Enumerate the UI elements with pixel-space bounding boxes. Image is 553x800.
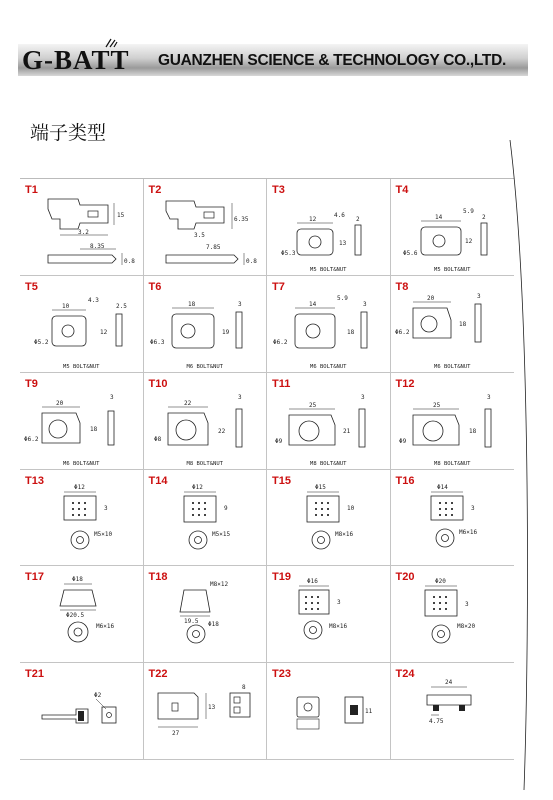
dim-text: 9	[223, 504, 228, 512]
terminal-label: T6	[148, 280, 162, 293]
terminal-label: T23	[272, 668, 291, 681]
terminal-label: T12	[395, 377, 415, 390]
dim-text: 3	[361, 393, 365, 401]
terminal-label: T5	[25, 280, 38, 293]
dim-text: 25	[432, 401, 440, 409]
dim-text: 18	[458, 320, 466, 328]
terminal-label: T3	[272, 184, 285, 196]
dim-text: 3	[464, 601, 469, 609]
dim-text: M6×16	[96, 623, 115, 631]
terminal-drawing-t10	[144, 373, 267, 470]
terminal-cell-t10	[144, 373, 268, 470]
dim-text: M5×15	[211, 530, 230, 538]
dim-text: 3	[486, 393, 491, 401]
dim-text: 5.9	[462, 208, 474, 215]
dim-text: Φ6.2	[24, 435, 39, 443]
dim-text: M6×16	[458, 528, 477, 536]
terminal-label: T21	[25, 668, 44, 681]
terminal-cell-t20	[391, 566, 515, 663]
dim-text: 12	[309, 216, 317, 223]
terminal-drawing-t1	[20, 179, 143, 276]
terminal-caption: M5 BOLT&NUT	[310, 266, 347, 273]
terminal-caption: M8 BOLT&NUT	[434, 460, 471, 467]
terminal-cell-t6	[144, 276, 268, 373]
terminal-cell-t11	[267, 373, 391, 470]
dim-text: Φ18	[72, 576, 83, 584]
terminal-cell-t2	[144, 179, 268, 276]
dim-text: 21	[343, 427, 351, 435]
terminal-cell-t19	[267, 566, 391, 663]
brand-spark-icon	[104, 38, 118, 48]
dim-text: 3	[110, 393, 114, 401]
terminal-label: T17	[25, 571, 44, 584]
dim-text: 8	[241, 684, 246, 692]
dim-text: Φ18	[207, 621, 219, 629]
terminal-drawing-t18	[144, 566, 267, 663]
terminal-cell-t22	[144, 663, 268, 760]
terminal-drawing-t4	[391, 179, 514, 276]
dim-text: 13	[207, 704, 215, 712]
terminal-drawing-t17	[20, 566, 143, 663]
dim-text: 22	[183, 399, 191, 407]
terminal-cell-t9	[20, 373, 144, 470]
dim-text: Φ12	[191, 483, 203, 491]
terminal-cell-t16	[391, 470, 515, 567]
dim-text: 15	[117, 212, 125, 219]
terminal-caption: M5 BOLT&NUT	[63, 363, 100, 370]
terminal-drawing-t19	[267, 566, 390, 663]
dim-text: 20	[56, 399, 64, 407]
terminal-label: T1	[25, 184, 38, 196]
terminal-cell-t17	[20, 566, 144, 663]
dim-text: Φ15	[315, 483, 326, 491]
terminal-label: T4	[395, 184, 409, 196]
dim-text: Φ20	[434, 578, 446, 586]
dim-text: 19.5	[183, 618, 198, 626]
dim-text: M8×12	[209, 581, 228, 589]
terminal-cell-t1	[20, 179, 144, 276]
terminal-cell-t3	[267, 179, 391, 276]
dim-text: 18	[90, 425, 98, 433]
dim-text: Φ9	[398, 437, 406, 445]
terminal-caption: M8 BOLT&NUT	[186, 460, 223, 467]
dim-text: 3.2	[78, 229, 89, 236]
dim-text: 22	[217, 427, 225, 435]
terminal-drawing-t7	[267, 276, 390, 373]
dim-text: 13	[339, 240, 347, 247]
dim-text: 25	[309, 401, 317, 409]
terminal-label: T10	[148, 377, 168, 390]
dim-text: 8.35	[90, 243, 105, 250]
dim-text: 3	[337, 599, 341, 607]
terminal-caption: M6 BOLT&NUT	[434, 363, 471, 370]
terminal-drawing-t20	[391, 566, 514, 663]
terminal-label: T16	[395, 474, 415, 487]
terminal-drawing-t3	[267, 179, 390, 276]
dim-text: M5×10	[94, 530, 113, 538]
dim-text: 12	[100, 328, 108, 336]
dim-text: Φ9	[275, 437, 283, 445]
dim-text: 6.35	[233, 216, 248, 223]
terminal-caption: M8 BOLT&NUT	[310, 460, 347, 467]
terminal-cell-t15	[267, 470, 391, 567]
terminal-caption: M6 BOLT&NUT	[186, 363, 223, 370]
dim-text: 4.6	[334, 212, 345, 219]
dim-text: Φ5.2	[34, 338, 49, 346]
dim-text: 18	[187, 300, 195, 308]
dim-text: M8×16	[335, 530, 354, 538]
dim-text: 24	[444, 679, 452, 687]
dim-text: 2	[481, 214, 486, 221]
terminal-cell-t24	[391, 663, 515, 760]
terminal-drawing-t14	[144, 470, 267, 567]
dim-text: 14	[434, 214, 442, 221]
dim-text: Φ2	[94, 692, 102, 700]
dim-text: 3	[237, 300, 242, 308]
dim-text: 10	[347, 504, 355, 512]
dim-text: 2.5	[116, 302, 127, 310]
terminal-caption: M6 BOLT&NUT	[63, 460, 100, 467]
dim-text: 10	[62, 302, 70, 310]
dim-text: Φ8	[153, 435, 161, 443]
terminal-drawing-t16	[391, 470, 514, 567]
terminal-label: T14	[148, 474, 168, 487]
dim-text: M8×20	[456, 623, 475, 631]
terminal-drawing-t21	[20, 663, 143, 760]
dim-text: 3	[363, 300, 367, 308]
dim-text: 3	[237, 393, 242, 401]
terminal-caption: M6 BOLT&NUT	[310, 363, 347, 370]
terminal-label: T11	[272, 377, 291, 390]
dim-text: 0.8	[124, 258, 135, 265]
terminal-label: T7	[272, 280, 285, 293]
dim-text: 14	[309, 300, 317, 308]
dim-text: Φ6.2	[394, 328, 409, 336]
dim-text: Φ16	[307, 578, 318, 586]
terminal-grid	[20, 178, 514, 760]
terminal-cell-t13	[20, 470, 144, 567]
terminal-cell-t5	[20, 276, 144, 373]
dim-text: 18	[468, 427, 476, 435]
page-edge-curve	[506, 140, 536, 790]
terminal-cell-t18	[144, 566, 268, 663]
terminal-label: T13	[25, 474, 44, 487]
terminal-drawing-t23	[267, 663, 390, 760]
dim-text: 18	[347, 328, 355, 336]
terminal-drawing-t12	[391, 373, 514, 470]
terminal-cell-t7	[267, 276, 391, 373]
terminal-cell-t8	[391, 276, 515, 373]
dim-text: Φ20.5	[66, 612, 85, 620]
dim-text: M8×16	[329, 623, 348, 631]
terminal-drawing-t22	[144, 663, 267, 760]
terminal-drawing-t6	[144, 276, 267, 373]
section-title: 端子类型	[30, 122, 107, 144]
terminal-label: T19	[272, 571, 291, 584]
dim-text: 3.5	[193, 232, 205, 239]
dim-text: Φ14	[436, 483, 448, 491]
dim-text: 27	[171, 730, 179, 738]
terminal-cell-t12	[391, 373, 515, 470]
terminal-cell-t4	[391, 179, 515, 276]
terminal-label: T20	[395, 571, 415, 584]
terminal-label: T9	[25, 377, 38, 390]
terminal-cell-t21	[20, 663, 144, 760]
terminal-drawing-t2	[144, 179, 267, 276]
dim-text: Φ6.2	[273, 338, 288, 346]
terminal-label: T8	[395, 280, 409, 293]
terminal-drawing-t13	[20, 470, 143, 567]
dim-text: 2	[356, 216, 360, 223]
dim-text: 3	[104, 504, 108, 512]
terminal-drawing-t9	[20, 373, 143, 470]
terminal-drawing-t24	[391, 663, 514, 760]
dim-text: Φ12	[74, 483, 85, 491]
dim-text: 7.85	[205, 244, 220, 251]
terminal-label: T2	[148, 184, 162, 196]
dim-text: 12	[464, 238, 472, 245]
terminal-drawing-t8	[391, 276, 514, 373]
dim-text: Φ6.3	[149, 338, 164, 346]
dim-text: 0.8	[245, 258, 257, 265]
dim-text: 4.75	[428, 718, 443, 726]
terminal-drawing-t15	[267, 470, 390, 567]
company-name: GUANZHEN SCIENCE & TECHNOLOGY CO.,LTD.	[158, 52, 506, 69]
terminal-drawing-t5	[20, 276, 143, 373]
terminal-cell-t14	[144, 470, 268, 567]
brand-logo: G-BATT	[22, 45, 130, 75]
dim-text: 20	[426, 294, 434, 302]
terminal-drawing-t11	[267, 373, 390, 470]
dim-text: 19	[221, 328, 229, 336]
terminal-caption: M5 BOLT&NUT	[434, 266, 471, 273]
dim-text: 3	[470, 504, 475, 512]
dim-text: 3	[476, 292, 481, 300]
dim-text: Φ5.3	[281, 250, 296, 257]
terminal-label: T15	[272, 474, 291, 487]
dim-text: 11	[365, 708, 373, 716]
dim-text: 4.3	[88, 296, 99, 304]
terminal-label: T22	[148, 668, 168, 681]
terminal-label: T24	[395, 668, 415, 681]
terminal-cell-t23	[267, 663, 391, 760]
terminal-label: T18	[148, 571, 168, 584]
dim-text: Φ5.6	[402, 250, 417, 257]
dim-text: 5.9	[337, 294, 348, 302]
